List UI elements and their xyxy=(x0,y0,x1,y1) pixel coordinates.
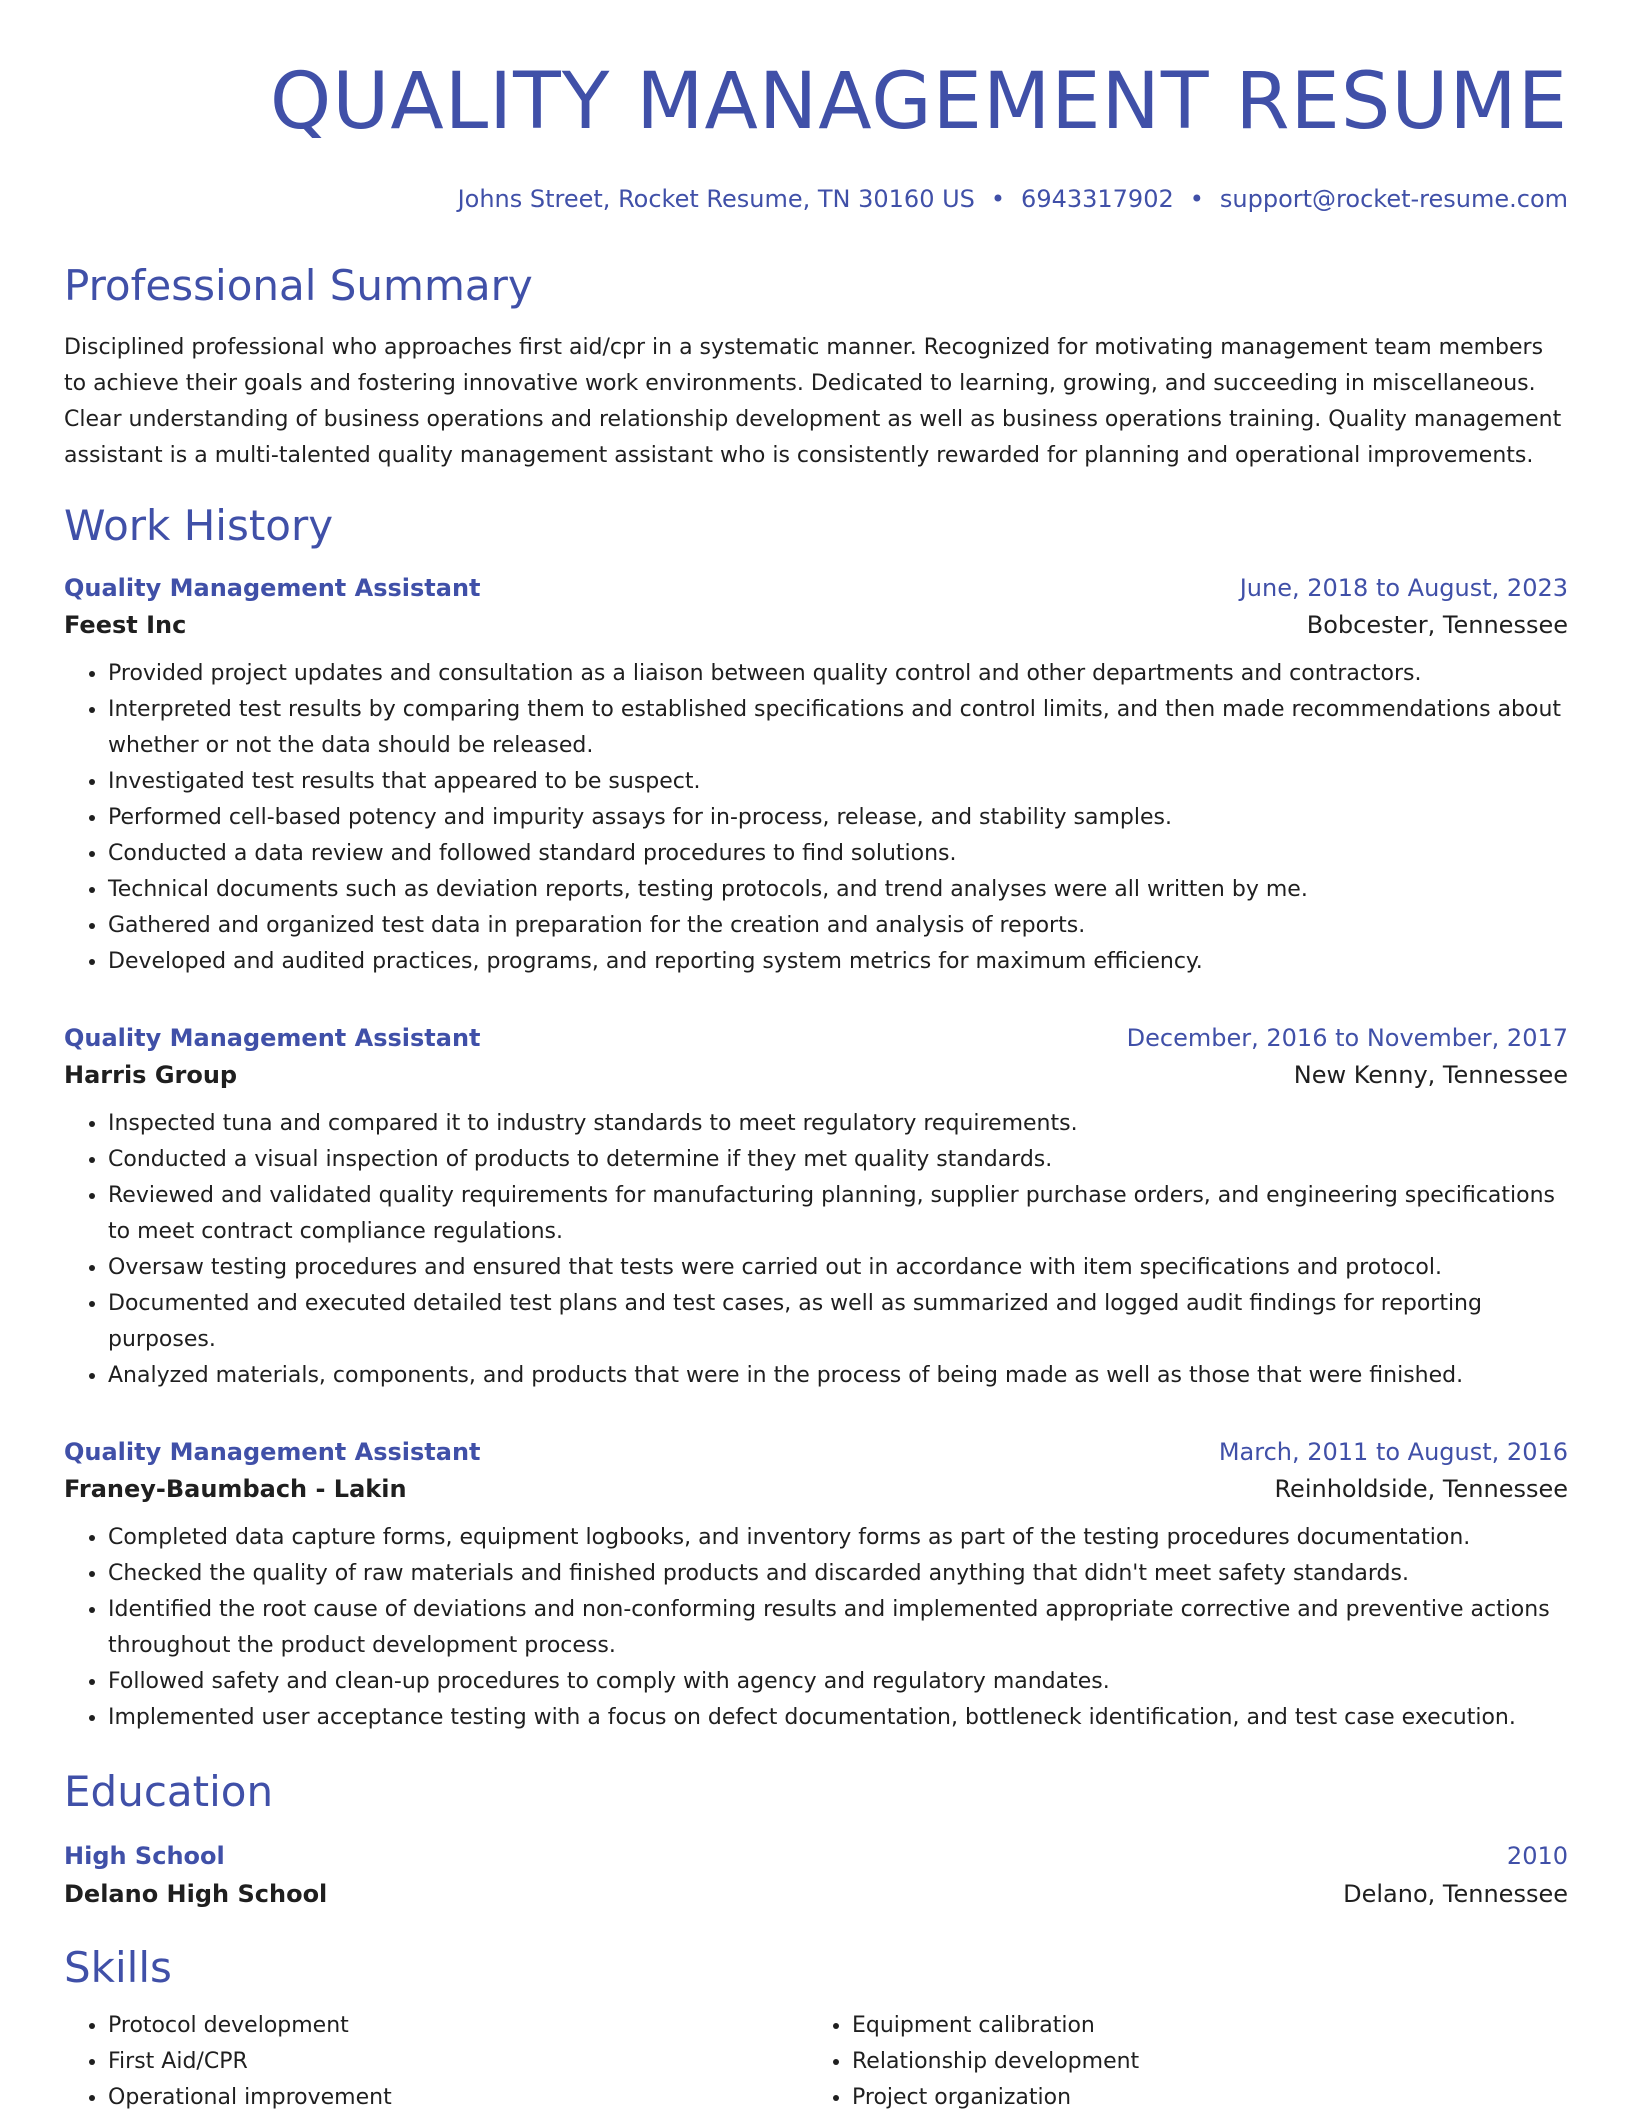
company-name: Harris Group xyxy=(64,1061,238,1089)
job-title: Quality Management Assistant xyxy=(64,1438,481,1466)
skill-item: • Project organization xyxy=(852,2080,1552,2116)
summary-text: Disciplined professional who approaches first aid/cpr in a systematic manner. Recognized for motivating management team members to achieve their goals and fostering innovative work environments. Dedicated to learning, growing, and succeeding in miscellaneous. Clear understanding of business operations and relationship development as well as business operations training. Quality management assistant is a multi-talented quality management assistant who is consistently rewarded for planning and operational improvements. xyxy=(64,335,1562,468)
separator-dot: • xyxy=(1189,185,1204,213)
bullet-item: • Checked the quality of raw materials and finished products and discarded anything that didn't meet safety standards. xyxy=(108,1556,1568,1592)
bullet-item: • Provided project updates and consultation as a liaison between quality control and other departments and contractors. xyxy=(108,656,1568,692)
skill-item: • Operational improvement xyxy=(108,2080,808,2116)
job-title: Quality Management Assistant xyxy=(64,574,481,602)
phone: 6943317902 xyxy=(1021,185,1174,213)
job-dates: December, 2016 to November, 2017 xyxy=(1126,1024,1568,1052)
job-title: Quality Management Assistant xyxy=(64,1024,481,1052)
job-bullets xyxy=(64,1520,1568,1736)
skills-column-left xyxy=(64,2008,808,2116)
job-entry xyxy=(64,570,1568,980)
school-name: Delano High School xyxy=(64,1880,328,1908)
bullet-item: • Reviewed and validated quality requirements for manufacturing planning, supplier purchase orders, and engineering specifications to meet contract compliance regulations. xyxy=(108,1178,1568,1250)
bullet-item: • Identified the root cause of deviations and non-conforming results and implemented appropriate corrective and preventive actions throughout the product development process. xyxy=(108,1592,1568,1664)
section-title-skills: Skills xyxy=(64,1943,172,1992)
skill-item: • Protocol development xyxy=(108,2008,808,2044)
bullet-item: • Followed safety and clean-up procedures to comply with agency and regulatory mandates. xyxy=(108,1664,1568,1700)
bullet-item: • Conducted a data review and followed standard procedures to find solutions. xyxy=(108,836,1568,872)
bullet-item: • Conducted a visual inspection of products to determine if they met quality standards. xyxy=(108,1142,1568,1178)
education-entry xyxy=(64,1838,1568,1914)
bullet-item: • Interpreted test results by comparing them to established specifications and control limits, and then made recommendations about whether or not the data should be released. xyxy=(108,692,1568,764)
job-bullets xyxy=(64,1106,1568,1394)
job-location: Bobcester, Tennessee xyxy=(1306,611,1568,639)
contact-line xyxy=(64,182,1568,216)
section-title-summary: Professional Summary xyxy=(64,261,533,310)
resume-page xyxy=(64,54,1568,2116)
job-entry xyxy=(64,1020,1568,1394)
skills-list xyxy=(64,2008,1568,2116)
bullet-item: • Implemented user acceptance testing with a focus on defect documentation, bottleneck identification, and test case execution. xyxy=(108,1700,1568,1736)
graduation-year: 2010 xyxy=(1506,1842,1568,1870)
job-dates: March, 2011 to August, 2016 xyxy=(1218,1438,1568,1466)
resume-title: QUALITY MANAGEMENT RESUME xyxy=(269,57,1568,147)
bullet-item: • Inspected tuna and compared it to industry standards to meet regulatory requirements. xyxy=(108,1106,1568,1142)
bullet-item: • Documented and executed detailed test plans and test cases, as well as summarized and logged audit findings for reporting purposes. xyxy=(108,1286,1568,1358)
bullet-item: • Oversaw testing procedures and ensured that tests were carried out in accordance with item specifications and protocol. xyxy=(108,1250,1568,1286)
bullet-item: • Completed data capture forms, equipment logbooks, and inventory forms as part of the testing procedures documentation. xyxy=(108,1520,1568,1556)
section-title-work-history: Work History xyxy=(64,501,334,550)
job-entry xyxy=(64,1434,1568,1736)
skill-item: • Relationship development xyxy=(852,2044,1552,2080)
job-location: Reinholdside, Tennessee xyxy=(1274,1475,1568,1503)
bullet-item: • Analyzed materials, components, and products that were in the process of being made as well as those that were finished. xyxy=(108,1358,1568,1394)
separator-dot: • xyxy=(990,185,1006,213)
school-location: Delano, Tennessee xyxy=(1343,1880,1568,1908)
degree: High School xyxy=(64,1842,225,1870)
address: Johns Street, Rocket Resume, TN 30160 US xyxy=(457,185,975,213)
skills-column-right xyxy=(808,2008,1552,2116)
bullet-item: • Investigated test results that appeared to be suspect. xyxy=(108,764,1568,800)
bullet-item: • Gathered and organized test data in preparation for the creation and analysis of reports. xyxy=(108,908,1568,944)
skill-item: • First Aid/CPR xyxy=(108,2044,808,2080)
job-location: New Kenny, Tennessee xyxy=(1293,1061,1568,1089)
bullet-item: • Performed cell-based potency and impurity assays for in-process, release, and stability samples. xyxy=(108,800,1568,836)
company-name: Feest Inc xyxy=(64,611,187,639)
skill-item: • Equipment calibration xyxy=(852,2008,1552,2044)
job-dates: June, 2018 to August, 2023 xyxy=(1239,574,1568,602)
job-bullets xyxy=(64,656,1568,980)
company-name: Franey-Baumbach - Lakin xyxy=(64,1475,407,1503)
bullet-item: • Developed and audited practices, programs, and reporting system metrics for maximum efficiency. xyxy=(108,944,1568,980)
bullet-item: • Technical documents such as deviation reports, testing protocols, and trend analyses were all written by me. xyxy=(108,872,1568,908)
section-title-education: Education xyxy=(64,1767,274,1816)
email: support@rocket-resume.com xyxy=(1219,185,1568,213)
